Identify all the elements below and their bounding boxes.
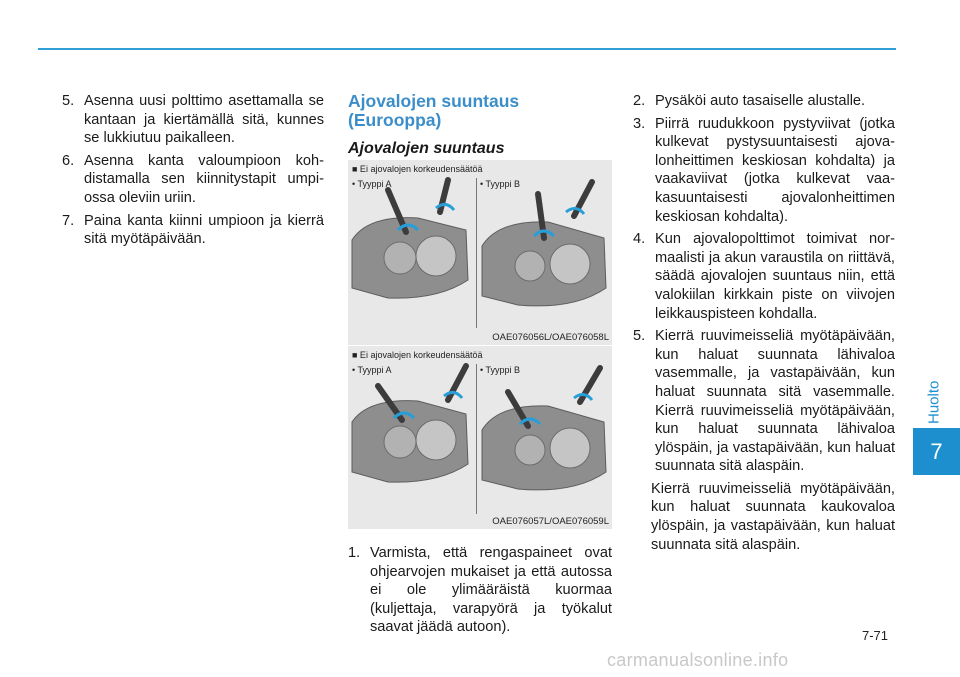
step-number: 4. <box>633 231 646 248</box>
header-rule <box>38 48 896 50</box>
step-6 <box>62 152 324 208</box>
headlight-illustration <box>348 160 612 345</box>
section-title <box>348 92 612 130</box>
step-1 <box>348 544 612 637</box>
step-5 <box>62 92 324 148</box>
step-3 <box>633 115 895 227</box>
type-a-label: • Tyyppi A <box>352 179 392 189</box>
step-7 <box>62 212 324 249</box>
step-text: Kun ajovalopolttimot toimivat normaalisti ja akun varaustila on riittävä, säädä ajovalojen suuntaus niin, että valokiilan kirkkain piste on viivojen leikkauspisteen kohdalla. <box>655 231 895 322</box>
headlight-type-a <box>352 180 468 298</box>
column-1 <box>62 92 324 253</box>
step-text: Asenna kanta valoumpioon kohdistamalla sen kiinnitystapit umpiossa oleviin uriin. <box>84 152 324 206</box>
column-2-steps <box>348 544 612 641</box>
step-text: Paina kanta kiinni umpioon ja kierrä sitä myötäpäivään. <box>84 212 324 248</box>
step-text: Kierrä ruuvimeisseliä myötäpäivään, kun haluat suunnata lähivaloa vasemmalle, ja vastapäivään, kun haluat suunnata sitä vasemmalle. Kierrä ruuvimeisseliä myötäpäivään, kun haluat suunnata lähivaloa ylöspäin, ja vastapäivään, kun haluat suunnata sitä alaspäin. <box>655 328 895 475</box>
step-text: Varmista, että rengaspaineet ovat ohjearvojen mukaiset ja että autossa ei ole ylimääräistä kuormaa (kuljettaja, varapyörä ja työkalut saavat jäädä autoon). <box>370 545 612 636</box>
step-number: 7. <box>62 212 75 229</box>
watermark: carmanualsonline.info <box>607 650 789 670</box>
section-title-line2: (Eurooppa) <box>348 110 442 130</box>
headlight-figure-2 <box>348 346 612 529</box>
type-b-label: • Tyyppi B <box>480 179 521 189</box>
headlight-type-a <box>352 366 468 482</box>
step-number: 6. <box>62 152 75 169</box>
chapter-tab: 7 <box>913 428 960 475</box>
headlight-type-b <box>482 182 606 306</box>
section-title-line1: Ajovalojen suuntaus <box>348 91 520 111</box>
step-number: 5. <box>62 93 75 109</box>
step-text: Asenna uusi polttimo asettamalla se kantaan ja kiertämällä sitä, kunnes se lukkiutuu paikalleen. <box>84 93 324 147</box>
step-number: 3. <box>633 115 646 132</box>
step-number: 2. <box>633 93 646 109</box>
step-2 <box>633 92 895 111</box>
figure-caption: ■ Ei ajovalojen korkeudensäätöä <box>352 164 483 174</box>
step-text: Piirrä ruudukkoon pystyviivat (jotka kulkevat pystysuuntaisesti ajovalonheittimen keskiosan kohdalta) ja vaakaviivat (jotka kulkevat vaakasuuntaisesti ajovalonheittimen keskiosan kohdalta). <box>655 115 895 225</box>
column-3 <box>633 92 895 554</box>
sub-title: Ajovalojen suuntaus <box>348 140 505 157</box>
type-a-label: • Tyyppi A <box>352 365 392 375</box>
note-paragraph: Kierrä ruuvimeisseliä myötäpäivään, kun haluat suunnata kaukovaloa ylöspäin, ja vastapäivään, kun haluat suunnata sitä alaspäin. <box>651 480 895 553</box>
headlight-illustration <box>348 346 612 529</box>
step-5 <box>633 327 895 476</box>
headlight-type-b <box>482 368 606 490</box>
figure-code: OAE076056L/OAE076058L <box>492 332 609 343</box>
step-text: Pysäköi auto tasaiselle alustalle. <box>655 93 866 109</box>
step-number: 5. <box>633 328 646 345</box>
step-number: 1. <box>348 545 361 561</box>
figure-caption: ■ Ei ajovalojen korkeudensäätöä <box>352 350 483 360</box>
screwdriver-icon <box>440 180 448 212</box>
type-b-label: • Tyyppi B <box>480 365 521 375</box>
section-label: Huolto <box>925 380 943 424</box>
figure-code: OAE076057L/OAE076059L <box>492 516 609 527</box>
step-4 <box>633 230 895 323</box>
headlight-figure-1 <box>348 160 612 345</box>
page-number: 7-71 <box>862 628 889 643</box>
